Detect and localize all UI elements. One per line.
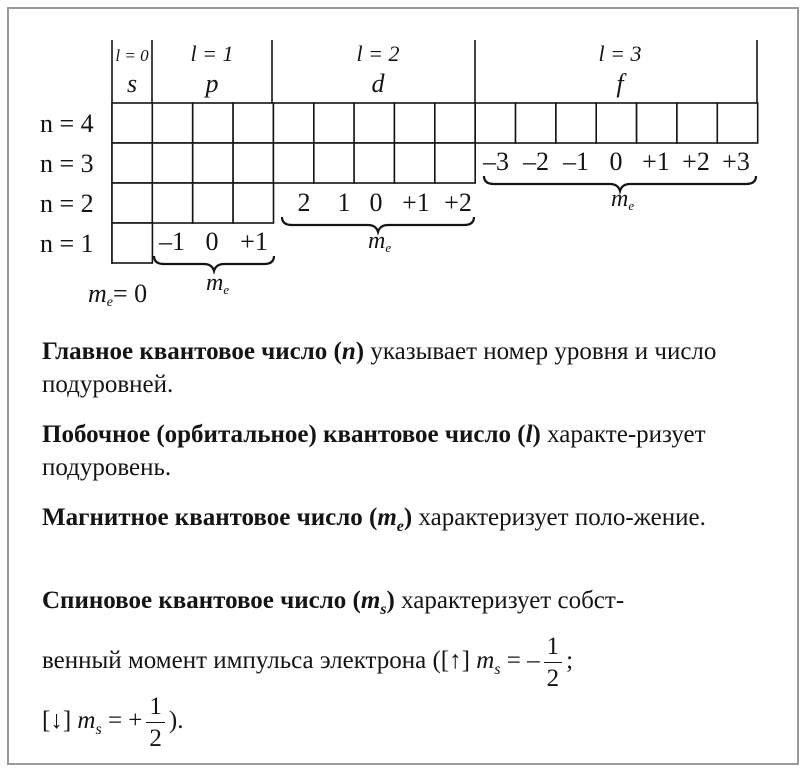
orbital-cell bbox=[273, 103, 313, 143]
orbital-cell bbox=[314, 103, 354, 143]
orbital-diagram bbox=[0, 0, 810, 320]
header-labels bbox=[115, 41, 641, 98]
ml-p-value: –1 bbox=[159, 227, 185, 256]
letter-d: d bbox=[371, 69, 385, 98]
fraction-plus-half: $\frac{1}{2}$ bbox=[146, 694, 165, 751]
paragraph-magnetic: Магнитное квантовое число $(m_e)$ характеризует поло-жение. bbox=[42, 504, 706, 535]
letter-s: s bbox=[126, 69, 138, 98]
orbital-cell bbox=[677, 103, 717, 143]
ml-f-value: +2 bbox=[682, 147, 710, 176]
orbital-cell bbox=[152, 103, 192, 143]
ml-d-value: 1 bbox=[337, 188, 351, 217]
ml-symbol-p: me bbox=[206, 270, 230, 297]
ml-f-value: 0 bbox=[609, 147, 623, 176]
n-label-2: n = 2 bbox=[40, 189, 94, 218]
orbital-cell bbox=[273, 143, 313, 183]
paragraph-spin-down: [↓] $m_s$ = + $\frac{1}{2}$ ). bbox=[42, 693, 184, 752]
ml-d-value: +1 bbox=[402, 188, 430, 217]
orbital-cell bbox=[112, 183, 152, 223]
l-label-p: l = 1 bbox=[190, 41, 234, 66]
ml-values-p bbox=[158, 227, 268, 256]
letter-p: p bbox=[205, 69, 219, 98]
ml-f-value: –1 bbox=[563, 147, 589, 176]
orbital-cell bbox=[435, 143, 475, 183]
paragraph-orbital: Побочное (орбитальное) квантовое число (l) характе-ризует подуровень. bbox=[42, 421, 706, 481]
orbital-cell bbox=[152, 183, 192, 223]
ml-f-value: +3 bbox=[722, 147, 750, 176]
n-label-3: n = 3 bbox=[40, 149, 94, 178]
orbital-cell bbox=[233, 143, 273, 183]
ml-p-value: 0 bbox=[205, 227, 219, 256]
orbital-cell bbox=[152, 143, 192, 183]
orbital-cell bbox=[475, 103, 515, 143]
orbital-cell bbox=[112, 143, 152, 183]
ml-d-value: +2 bbox=[444, 188, 472, 217]
ml-f-value: –2 bbox=[523, 147, 549, 176]
orbital-cell bbox=[394, 143, 434, 183]
brace-p bbox=[154, 256, 274, 271]
fraction-minus-half: $\frac{1}{2}$ bbox=[544, 634, 563, 691]
orbital-cell bbox=[193, 103, 233, 143]
n-label-4: n = 4 bbox=[40, 109, 94, 138]
letter-f: f bbox=[616, 69, 624, 98]
orbital-cell bbox=[717, 103, 757, 143]
ml-d-value: 2 bbox=[297, 188, 311, 217]
orbital-cell bbox=[354, 103, 394, 143]
orbital-cell bbox=[435, 103, 475, 143]
paragraph-spin: Спиновое квантовое число $(m_s)$ характеризует собст- bbox=[42, 587, 625, 618]
ml-symbol-f: me bbox=[611, 186, 635, 213]
paragraph-spin-cont: венный момент импульса электрона ([↑] $m_s$ = – $\frac{1}{2}$ ; bbox=[42, 633, 574, 692]
orbital-cell bbox=[556, 103, 596, 143]
orbital-cell bbox=[314, 143, 354, 183]
l-label-d: l = 2 bbox=[356, 41, 400, 66]
orbital-cell bbox=[233, 183, 273, 223]
orbital-cell bbox=[112, 103, 152, 143]
ml-d-value: 0 bbox=[369, 188, 383, 217]
n-labels bbox=[40, 109, 94, 258]
orbital-cell bbox=[596, 103, 636, 143]
paragraph-principal: Главное квантовое число (n) указывает номер уровня и число подуровней. bbox=[42, 338, 717, 398]
orbital-cell bbox=[637, 103, 677, 143]
l-label-s: l = 0 bbox=[115, 46, 149, 65]
ml-values-d bbox=[298, 188, 472, 217]
l-label-f: l = 3 bbox=[598, 41, 642, 66]
ml-values-f bbox=[482, 147, 750, 176]
ml-symbol-d: me bbox=[368, 228, 392, 255]
orbital-cell bbox=[516, 103, 556, 143]
orbital-cell bbox=[233, 103, 273, 143]
n-label-1: n = 1 bbox=[40, 229, 94, 258]
orbital-cell bbox=[394, 103, 434, 143]
orbital-cell bbox=[354, 143, 394, 183]
orbital-cell bbox=[112, 223, 152, 263]
ml-f-value: +1 bbox=[642, 147, 670, 176]
orbital-cell bbox=[193, 183, 233, 223]
ml-s-equation: me= 0 bbox=[88, 279, 148, 310]
orbital-cell bbox=[193, 143, 233, 183]
ml-f-value: –3 bbox=[483, 147, 509, 176]
ml-p-value: +1 bbox=[240, 227, 268, 256]
